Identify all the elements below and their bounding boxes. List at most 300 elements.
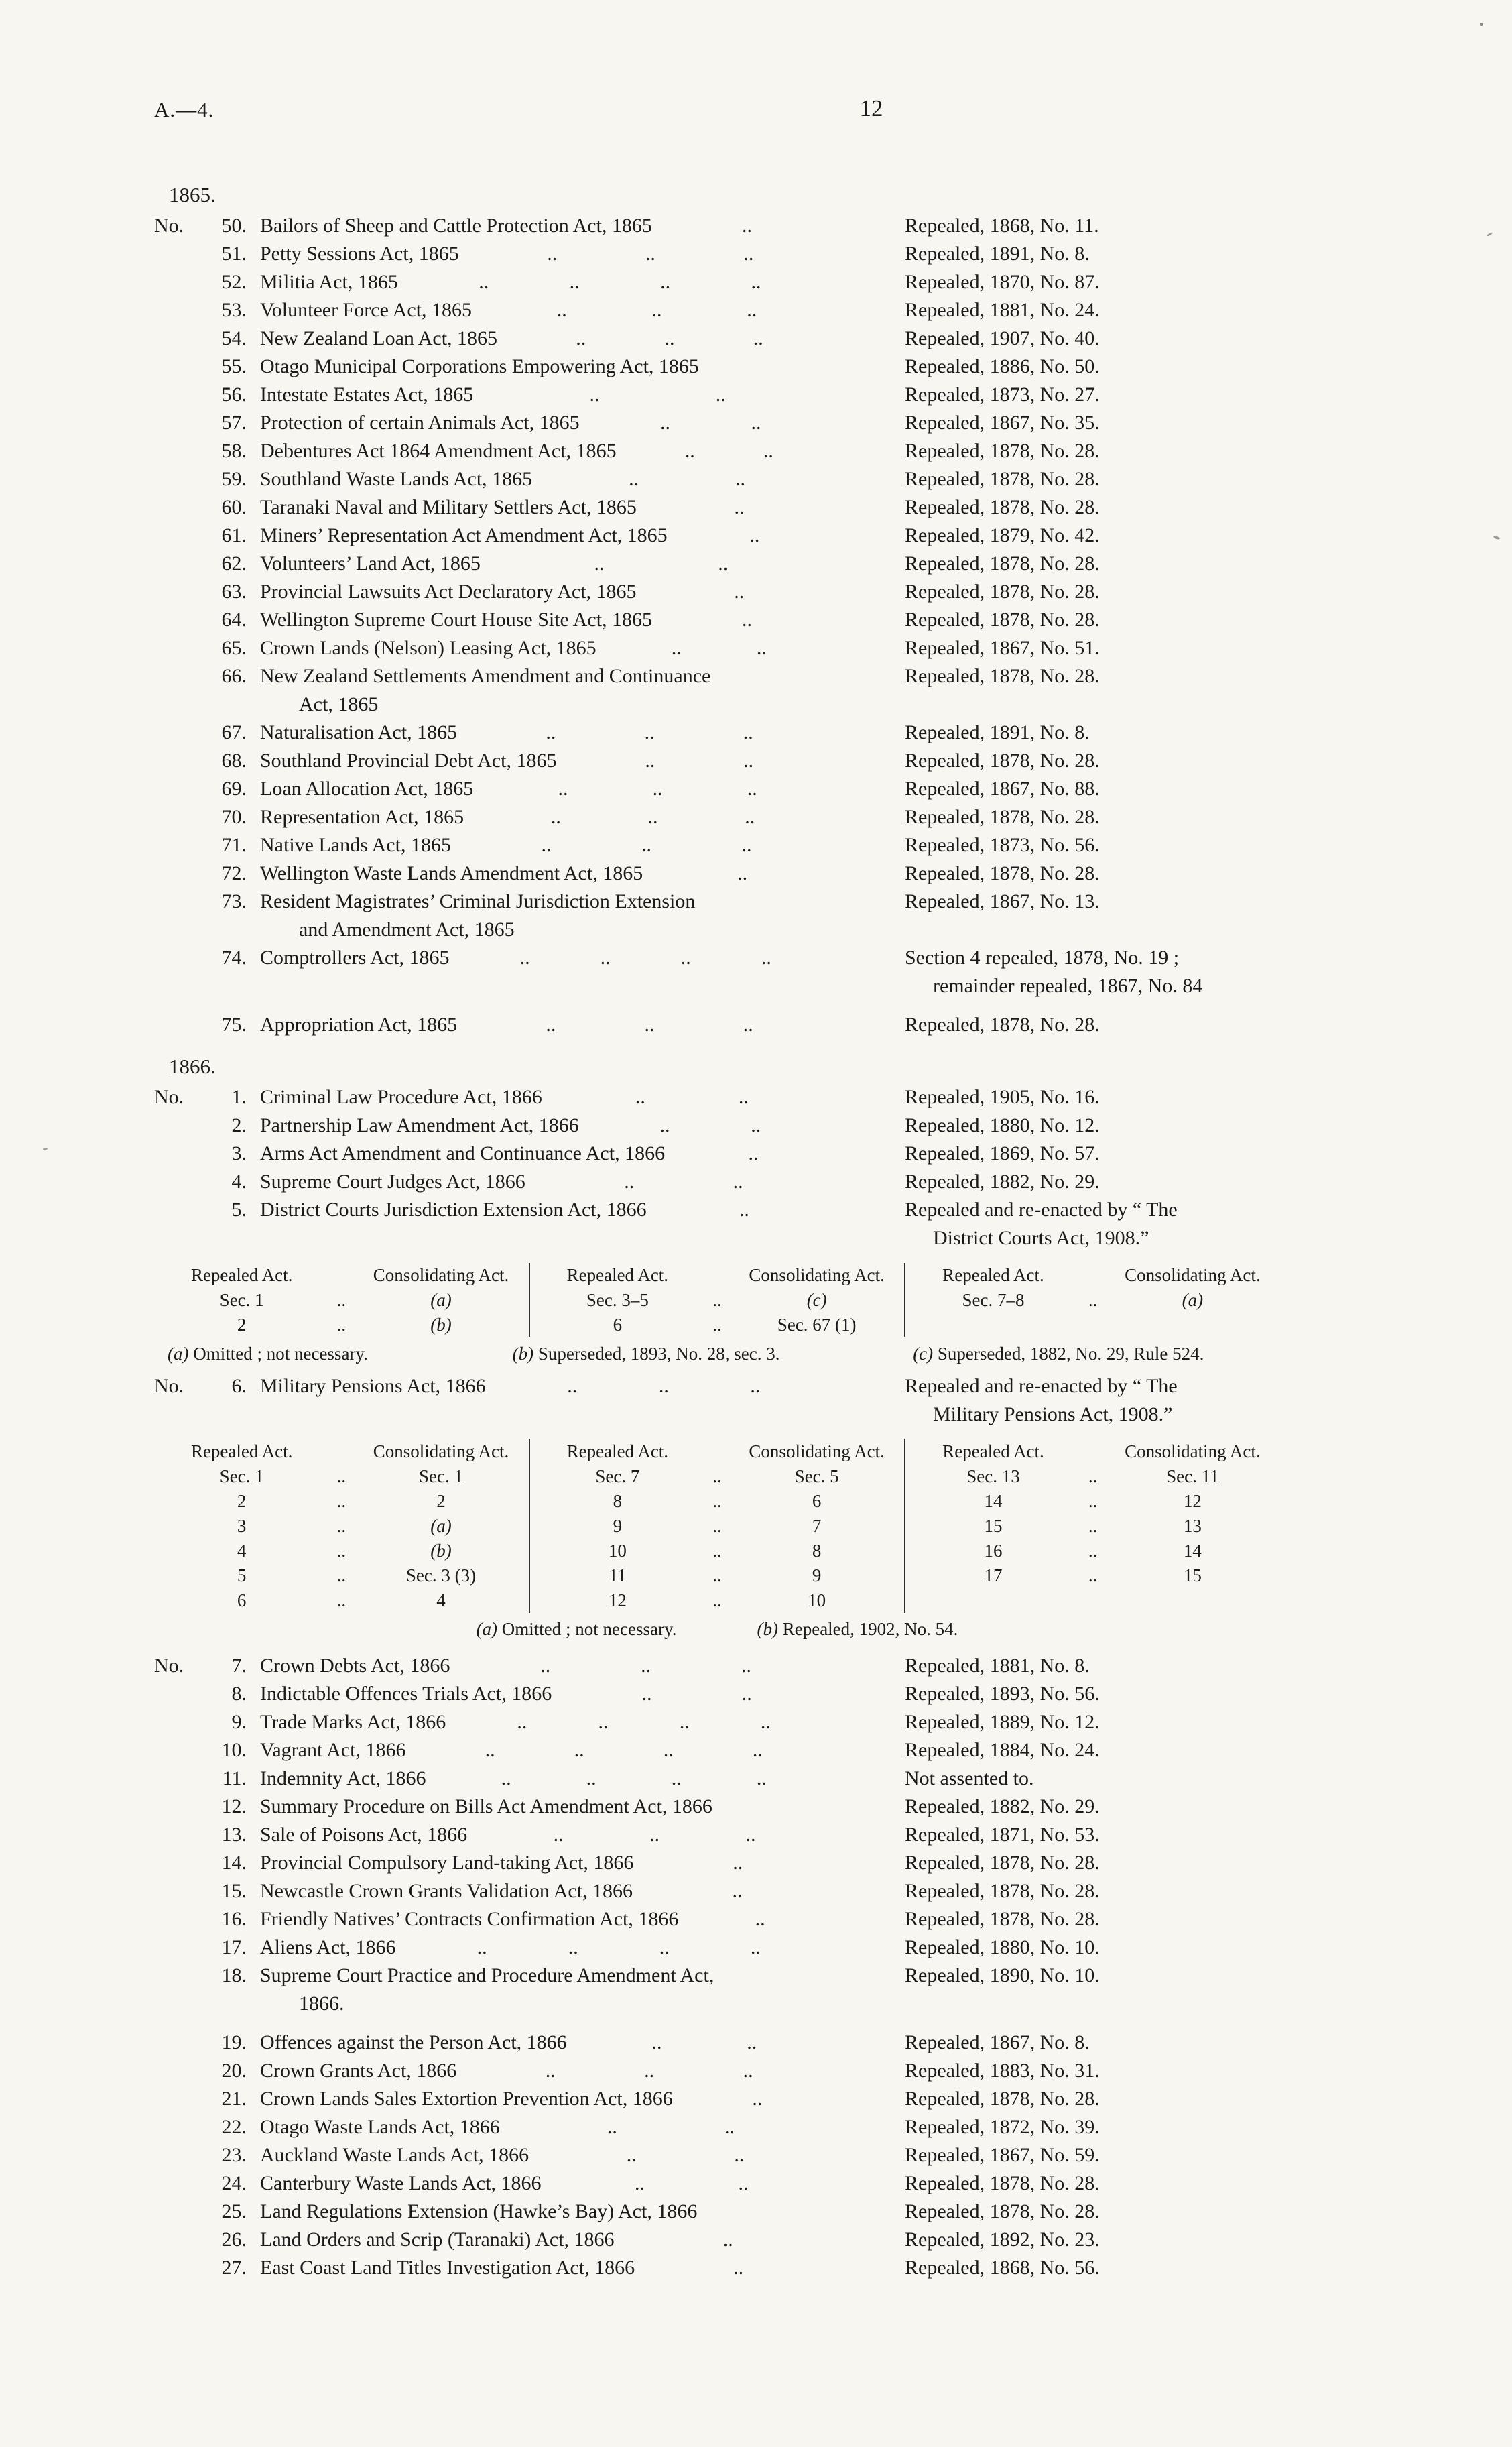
dot-leaders <box>579 1112 842 1140</box>
repeal-line: Repealed, 1878, No. 28. <box>905 1880 1100 1902</box>
act-entry <box>154 803 1280 831</box>
act-title <box>247 381 898 409</box>
dot-leader: .. <box>756 637 767 659</box>
act-entry <box>154 1680 1280 1708</box>
act-entry <box>154 353 1280 381</box>
table-group <box>904 1263 1280 1337</box>
consolidating-sec: 15 <box>1183 1565 1202 1586</box>
act-title-text: Wellington Waste Lands Amendment Act, 1865 <box>260 862 643 884</box>
dot-leaders <box>405 1736 842 1765</box>
table-group-header <box>161 1263 522 1288</box>
act-title-text: Supreme Court Practice and Procedure Amendment Act, <box>260 1964 714 1986</box>
dot-leader: .. <box>568 1936 578 1958</box>
act-title-text: Summary Procedure on Bills Act Amendment Act, 1866 <box>260 1795 712 1817</box>
dot-leader: .. <box>680 947 691 969</box>
act-entry <box>154 2169 1280 2198</box>
act-title-text: Indemnity Act, 1866 <box>260 1767 426 1789</box>
entry-number: 71. <box>221 834 247 856</box>
repeal-status <box>898 606 1280 634</box>
repeal-status <box>898 1849 1280 1877</box>
repealed-act-header: Repealed Act. <box>190 1441 293 1461</box>
act-entry <box>154 2254 1280 2282</box>
act-title-text: Resident Magistrates’ Criminal Jurisdiction Extension <box>260 890 696 912</box>
act-title-line <box>260 578 889 606</box>
act-title <box>247 493 898 522</box>
entry-number: 50. <box>221 215 247 237</box>
dot-leader: .. <box>574 1739 584 1761</box>
act-title-text: Partnership Law Amendment Act, 1866 <box>260 1114 579 1136</box>
act-title-text: Representation Act, 1865 <box>260 806 464 828</box>
repeal-status <box>898 493 1280 522</box>
table-group <box>154 1263 529 1337</box>
dot-leaders <box>457 719 842 747</box>
act-title <box>247 831 898 859</box>
entry-number: 60. <box>221 496 247 518</box>
act-title-text: Arms Act Amendment and Continuance Act, 1866 <box>260 1142 666 1165</box>
entry-number: 20. <box>221 2060 247 2082</box>
act-title-text: Canterbury Waste Lands Act, 1866 <box>260 2172 542 2194</box>
header-spacer <box>698 1263 736 1288</box>
consolidating-sec: Sec. 5 <box>794 1466 839 1486</box>
act-title <box>247 1083 898 1112</box>
act-title-text: Comptrollers Act, 1865 <box>260 947 450 969</box>
act-entry <box>154 944 1280 1000</box>
repeal-status <box>898 1011 1280 1039</box>
repeal-line: Repealed, 1867, No. 59. <box>905 2144 1100 2166</box>
act-entry <box>154 409 1280 437</box>
dot-leader: .. <box>645 750 655 772</box>
repeal-status <box>898 803 1280 831</box>
repeal-line: Repealed, 1878, No. 28. <box>905 468 1100 490</box>
repeal-status <box>898 268 1280 296</box>
dot-leader: .. <box>749 524 760 546</box>
repealed-act-header: Repealed Act. <box>190 1265 293 1285</box>
entry-number: 53. <box>221 299 247 321</box>
act-entry <box>154 1652 1280 1680</box>
repeal-status <box>898 1877 1280 1905</box>
act-title-line <box>260 1112 889 1140</box>
dot-leader: .. <box>752 1739 763 1761</box>
repeal-status <box>898 353 1280 381</box>
act-title-text: Vagrant Act, 1866 <box>260 1739 406 1761</box>
dot-separator: .. <box>712 1491 722 1511</box>
act-entry <box>154 1083 1280 1112</box>
act-title <box>247 465 898 493</box>
repeal-status <box>898 1083 1280 1112</box>
entry-number: 72. <box>221 862 247 884</box>
footnote: (c) Superseded, 1882, No. 29, Rule 524. <box>913 1344 1204 1364</box>
act-entry <box>154 831 1280 859</box>
act-title-text: Sale of Poisons Act, 1866 <box>260 1824 468 1846</box>
footnote-marker: (b) <box>512 1344 534 1364</box>
dot-leader: .. <box>546 1014 556 1036</box>
act-title <box>247 1112 898 1140</box>
consolidating-act-header: Consolidating Act. <box>749 1441 885 1461</box>
dot-separator: .. <box>712 1565 722 1586</box>
act-title-text: Criminal Law Procedure Act, 1866 <box>260 1086 542 1108</box>
act-title-line <box>260 831 889 859</box>
entry-number: 73. <box>221 890 247 912</box>
table-row <box>912 1288 1273 1313</box>
entry-number: 25. <box>221 2200 247 2222</box>
repealed-sec: Sec. 13 <box>966 1466 1020 1486</box>
dot-leaders <box>665 1140 842 1168</box>
entry-number: 17. <box>221 1936 247 1958</box>
act-title <box>247 296 898 324</box>
act-entry <box>154 268 1280 296</box>
act-title-text: Trade Marks Act, 1866 <box>260 1711 446 1733</box>
dot-leader: .. <box>589 383 600 406</box>
repeal-line: Repealed, 1882, No. 29. <box>905 1171 1100 1193</box>
act-title-text: Otago Waste Lands Act, 1866 <box>260 2116 500 2138</box>
entry-number: 3. <box>231 1142 247 1165</box>
act-title-text: Crown Lands Sales Extortion Prevention Act, 1866 <box>260 2088 673 2110</box>
repeal-status <box>898 1905 1280 1933</box>
repeal-line: Repealed, 1878, No. 28. <box>905 1014 1100 1036</box>
act-title <box>247 1736 898 1765</box>
dot-leader: .. <box>750 1375 761 1397</box>
dot-leader: .. <box>576 327 586 349</box>
repealed-sec: 2 <box>237 1315 247 1335</box>
repeal-status <box>898 578 1280 606</box>
act-entry <box>154 1765 1280 1793</box>
act-title-line <box>260 409 889 437</box>
dot-leader: .. <box>715 383 726 406</box>
act-title-line <box>260 944 889 972</box>
entry-number: 10. <box>221 1739 247 1761</box>
dot-leaders <box>635 2254 842 2282</box>
repeal-status <box>898 1168 1280 1196</box>
repeal-line: Repealed, 1869, No. 57. <box>905 1142 1100 1165</box>
consolidating-sec: (b) <box>430 1541 452 1561</box>
repeal-status <box>898 1933 1280 1962</box>
dot-leader: .. <box>742 609 753 631</box>
act-title-line <box>260 2169 889 2198</box>
table-group-header <box>537 1439 898 1464</box>
act-entry <box>154 1821 1280 1849</box>
repeal-line: Repealed, 1881, No. 24. <box>905 299 1100 321</box>
header-spacer <box>1074 1263 1112 1288</box>
repeal-line: Repealed, 1891, No. 8. <box>905 243 1090 265</box>
dot-leader: .. <box>755 1908 765 1930</box>
dot-leaders <box>473 381 842 409</box>
dot-leaders <box>467 1821 842 1849</box>
scan-artifact <box>1487 232 1493 237</box>
repeal-line-continuation: Military Pensions Act, 1908.” <box>933 1403 1173 1425</box>
act-entry <box>154 240 1280 268</box>
repeal-status <box>898 2085 1280 2113</box>
act-title-text: Debentures Act 1864 Amendment Act, 1865 <box>260 440 617 462</box>
entry-number: 14. <box>221 1852 247 1874</box>
repeal-status <box>898 747 1280 775</box>
dot-leaders <box>678 1905 842 1933</box>
act-title-line <box>260 493 889 522</box>
footnote: (a) Omitted ; not necessary. <box>476 1619 677 1639</box>
act-title-line <box>260 2029 889 2057</box>
act-title-text: Wellington Supreme Court House Site Act, 1865 <box>260 609 653 631</box>
entry-no-prefix: No. <box>154 1655 184 1677</box>
act-title-line <box>260 1196 889 1224</box>
dot-leader: .. <box>743 243 754 265</box>
repeal-line: Repealed, 1878, No. 28. <box>905 2172 1100 2194</box>
dot-leader: .. <box>519 947 530 969</box>
dot-separator: .. <box>336 1315 346 1335</box>
table-row <box>161 1514 522 1539</box>
dot-leader: .. <box>747 778 757 800</box>
dot-leaders <box>497 324 842 353</box>
entry-number: 18. <box>221 1964 247 1986</box>
dot-separator: .. <box>712 1516 722 1536</box>
consolidating-sec: 10 <box>808 1590 826 1610</box>
scan-artifact <box>1493 535 1501 540</box>
table-row <box>537 1539 898 1563</box>
act-entry <box>154 1112 1280 1140</box>
entry-number: 58. <box>221 440 247 462</box>
dot-leader: .. <box>741 1655 752 1677</box>
act-title-line <box>260 747 889 775</box>
act-title <box>247 1196 898 1224</box>
consolidating-sec: (a) <box>1182 1290 1204 1310</box>
dot-leader: .. <box>569 271 580 293</box>
dot-leader: .. <box>756 1767 767 1789</box>
act-title-text: Loan Allocation Act, 1865 <box>260 778 474 800</box>
dot-leaders <box>426 1765 842 1793</box>
repeal-line: Repealed, 1873, No. 56. <box>905 834 1100 856</box>
table-row <box>537 1489 898 1514</box>
act-title-text: New Zealand Loan Act, 1865 <box>260 327 498 349</box>
repealed-sec: Sec. 7 <box>595 1466 640 1486</box>
repeal-status <box>898 1652 1280 1680</box>
table-row <box>161 1539 522 1563</box>
table-row <box>912 1563 1273 1588</box>
entry-number: 27. <box>221 2257 247 2279</box>
acts-listing <box>154 168 1280 2282</box>
repeal-line: Repealed, 1889, No. 12. <box>905 1711 1100 1733</box>
repeal-line: Repealed, 1878, No. 28. <box>905 440 1100 462</box>
act-title <box>247 1905 898 1933</box>
dot-leader: .. <box>600 947 611 969</box>
entry-number: 61. <box>221 524 247 546</box>
consolidating-sec: 6 <box>812 1491 822 1511</box>
repealed-act-header: Repealed Act. <box>942 1265 1044 1285</box>
consolidating-sec: Sec. 3 (3) <box>405 1565 477 1586</box>
dot-leaders <box>633 1877 842 1905</box>
dot-leader: .. <box>649 1824 660 1846</box>
dot-separator: .. <box>336 1290 346 1310</box>
dot-leader: .. <box>751 271 761 293</box>
act-title <box>247 1793 898 1821</box>
repealed-sec: 5 <box>237 1565 247 1586</box>
entry-number: 11. <box>222 1767 247 1789</box>
repeal-status <box>898 1680 1280 1708</box>
act-title <box>247 1962 898 2018</box>
repeal-status <box>898 1708 1280 1736</box>
consolidating-sec: 2 <box>436 1491 446 1511</box>
repealed-sec: 9 <box>613 1516 623 1536</box>
repeal-line: Repealed, 1884, No. 24. <box>905 1739 1100 1761</box>
entry-number: 65. <box>221 637 247 659</box>
repeal-status <box>898 1962 1280 1990</box>
table-row <box>912 1464 1273 1489</box>
act-title-line <box>260 775 889 803</box>
act-title-continuation: 1866. <box>299 1992 344 2015</box>
table-row <box>537 1563 898 1588</box>
dot-leaders <box>668 522 842 550</box>
dot-separator: .. <box>1088 1466 1098 1486</box>
act-title-text: Volunteers’ Land Act, 1865 <box>260 552 481 575</box>
dot-leaders <box>542 1083 842 1112</box>
dot-leader: .. <box>738 1086 749 1108</box>
dot-separator: .. <box>336 1590 346 1610</box>
repeal-status <box>898 1821 1280 1849</box>
act-title-line <box>260 1962 889 1990</box>
act-title-text: Militia Act, 1865 <box>260 271 398 293</box>
act-title <box>247 522 898 550</box>
act-title-text: Provincial Compulsory Land-taking Act, 1866 <box>260 1852 634 1874</box>
act-title-text: Crown Lands (Nelson) Leasing Act, 1865 <box>260 637 596 659</box>
dot-leader: .. <box>641 834 651 856</box>
dot-leader: .. <box>517 1711 527 1733</box>
consolidating-act-header: Consolidating Act. <box>1125 1265 1261 1285</box>
dot-leader: .. <box>641 1683 652 1705</box>
dot-leader: .. <box>750 1936 761 1958</box>
year-heading: 1865. <box>169 183 216 206</box>
entry-number: 67. <box>221 721 247 743</box>
repeal-status <box>898 775 1280 803</box>
act-entry <box>154 522 1280 550</box>
repeal-status <box>898 859 1280 888</box>
scan-artifact <box>43 1147 48 1151</box>
act-title <box>247 606 898 634</box>
dot-leader: .. <box>629 468 639 490</box>
consolidating-sec: 12 <box>1183 1491 1202 1511</box>
act-entry <box>154 719 1280 747</box>
dot-leader: .. <box>644 2060 655 2082</box>
consolidating-sec: Sec. 67 (1) <box>777 1315 857 1335</box>
act-title-line <box>260 353 889 381</box>
dot-leaders <box>567 2029 842 2057</box>
dot-leaders <box>486 1372 842 1400</box>
act-title-line <box>260 522 889 550</box>
dot-leader: .. <box>733 1852 743 1874</box>
act-entry <box>154 662 1280 719</box>
repealed-act-header: Repealed Act. <box>566 1441 669 1461</box>
dot-leader: .. <box>658 1375 669 1397</box>
act-entry <box>154 296 1280 324</box>
page-number: 12 <box>859 95 883 121</box>
dot-separator: .. <box>1088 1516 1098 1536</box>
act-title <box>247 803 898 831</box>
consolidating-act-header: Consolidating Act. <box>373 1265 509 1285</box>
dot-leader: .. <box>660 271 671 293</box>
act-title-line <box>260 268 889 296</box>
repealed-sec: Sec. 1 <box>219 1466 264 1486</box>
repeal-line: Repealed, 1905, No. 16. <box>905 1086 1100 1108</box>
entry-number: 19. <box>221 2031 247 2053</box>
repeal-line: Repealed, 1872, No. 39. <box>905 2116 1100 2138</box>
footnote-marker: (a) <box>168 1344 189 1364</box>
act-title-line <box>260 719 889 747</box>
dot-leader: .. <box>652 778 663 800</box>
table-footnotes <box>168 1341 1280 1366</box>
dot-separator: .. <box>1088 1290 1098 1310</box>
act-title <box>247 2057 898 2085</box>
dot-leader: .. <box>477 1936 487 1958</box>
entry-number: 1. <box>231 1086 247 1108</box>
act-entry <box>154 437 1280 465</box>
entry-number: 9. <box>231 1711 247 1733</box>
dot-leaders <box>580 409 842 437</box>
act-title-line <box>260 296 889 324</box>
consolidating-sec: 8 <box>812 1541 822 1561</box>
act-title-line <box>260 2226 889 2254</box>
act-title-line <box>260 803 889 831</box>
act-entry <box>154 2113 1280 2141</box>
act-title <box>247 2113 898 2141</box>
act-title-line <box>260 888 889 916</box>
dot-leader: .. <box>743 750 754 772</box>
consolidating-sec: (b) <box>430 1315 452 1335</box>
dot-leader: .. <box>641 1655 651 1677</box>
act-title <box>247 409 898 437</box>
dot-leader: .. <box>635 1086 645 1108</box>
dot-leader: .. <box>747 299 757 321</box>
act-title-continuation: and Amendment Act, 1865 <box>299 918 515 941</box>
repeal-status <box>898 831 1280 859</box>
act-entry <box>154 2198 1280 2226</box>
repeal-line: Repealed, 1881, No. 8. <box>905 1655 1090 1677</box>
footnote-marker: (c) <box>913 1344 934 1364</box>
act-title-text: Crown Grants Act, 1866 <box>260 2060 457 2082</box>
repeal-status <box>898 1736 1280 1765</box>
act-title <box>247 437 898 465</box>
dot-separator: .. <box>1088 1565 1098 1586</box>
repealed-sec: Sec. 7–8 <box>962 1290 1025 1310</box>
act-title-line <box>260 1849 889 1877</box>
entry-number: 4. <box>231 1171 247 1193</box>
act-title-text: Military Pensions Act, 1866 <box>260 1375 486 1397</box>
repeal-line: Repealed, 1868, No. 11. <box>905 215 1099 237</box>
table-row <box>537 1588 898 1613</box>
entry-number: 63. <box>221 581 247 603</box>
act-title-line <box>260 1821 889 1849</box>
act-title <box>247 1821 898 1849</box>
dot-leaders <box>652 212 842 240</box>
dot-leader: .. <box>743 721 753 743</box>
repeal-line: Repealed, 1883, No. 31. <box>905 2060 1100 2082</box>
repeal-status <box>898 465 1280 493</box>
dot-leader: .. <box>684 440 695 462</box>
repeal-line: Repealed, 1893, No. 56. <box>905 1683 1100 1705</box>
repeal-line-continuation: remainder repealed, 1867, No. 84 <box>933 975 1203 997</box>
repeal-status <box>898 1372 1280 1429</box>
act-entry <box>154 2226 1280 2254</box>
dot-leader: .. <box>724 2116 735 2138</box>
dot-leaders <box>451 831 842 859</box>
dot-separator: .. <box>712 1290 722 1310</box>
repealed-sec: 6 <box>237 1590 247 1610</box>
dot-leader: .. <box>734 496 745 518</box>
repeal-status <box>898 634 1280 662</box>
dot-leader: .. <box>660 412 671 434</box>
footnote: (b) Repealed, 1902, No. 54. <box>757 1619 958 1639</box>
repeal-line: Repealed, 1878, No. 28. <box>905 552 1100 575</box>
act-title <box>247 1849 898 1877</box>
table-row <box>537 1514 898 1539</box>
repealed-act-header: Repealed Act. <box>566 1265 669 1285</box>
entry-number: 13. <box>221 1824 247 1846</box>
act-title-line <box>260 2198 889 2226</box>
